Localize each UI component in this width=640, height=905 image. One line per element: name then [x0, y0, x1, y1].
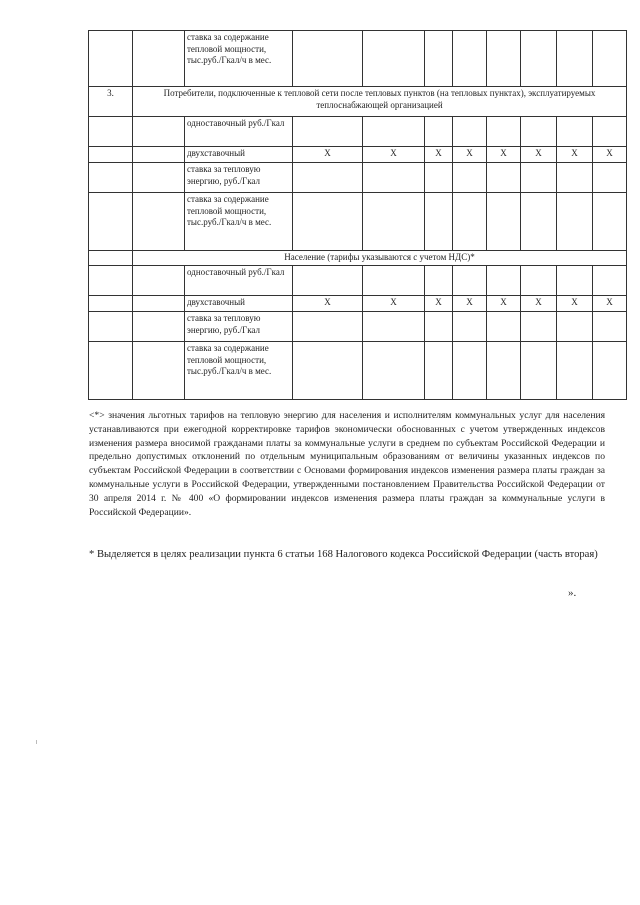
table-row [89, 312, 627, 342]
scan-mark [36, 740, 37, 744]
x-mark: Х [557, 296, 593, 312]
row-label: ставка за содержание тепловой мощности, тыс.руб./Гкал/ч в мес. [185, 342, 293, 400]
row-label: одноставочный руб./Гкал [185, 117, 293, 147]
tariff-table [88, 30, 627, 400]
x-mark: Х [521, 296, 557, 312]
table-row [89, 266, 627, 296]
x-mark: Х [521, 147, 557, 163]
row-label: двухставочный [185, 296, 293, 312]
x-mark: Х [593, 296, 627, 312]
table-row [89, 147, 627, 163]
x-mark: Х [425, 147, 453, 163]
x-mark: Х [425, 296, 453, 312]
x-mark: Х [363, 147, 425, 163]
table-row [89, 342, 627, 400]
row-label: ставка за тепловую энергию, руб./Гкал [185, 163, 293, 193]
section-header-row [89, 251, 627, 266]
row-label: ставка за содержание тепловой мощности, тыс.руб./Гкал/ч в мес. [185, 31, 293, 87]
x-mark: Х [453, 296, 487, 312]
empty-cell [133, 31, 185, 87]
table-row [89, 163, 627, 193]
vat-note: * Выделяется в целях реализации пункта 6 статьи 168 Налогового кодекса Российской Федерации (часть вторая) [89, 549, 598, 560]
x-mark: Х [293, 296, 363, 312]
table-row [89, 31, 627, 87]
table-row [89, 117, 627, 147]
num-cell [89, 31, 133, 87]
row-label: ставка за содержание тепловой мощности, тыс.руб./Гкал/ч в мес. [185, 193, 293, 251]
table-row [89, 193, 627, 251]
section-title: Потребители, подключенные к тепловой сети после тепловых пунктов (на тепловых пунктах), эксплуатируемых теплоснабжающей организацией [133, 87, 627, 117]
x-mark: Х [453, 147, 487, 163]
closing-quote: ». [568, 587, 577, 599]
x-mark: Х [487, 147, 521, 163]
section-header-row [89, 87, 627, 117]
section-number: 3. [89, 87, 133, 117]
footnote-text: <*> значения льготных тарифов на тепловую энергию для населения и исполнителям коммунальных услуг для населения устанавливаются при ежегодной корректировке тарифов экономически обоснованных с учетом утвержденных индексов изменения размера вносимой гражданами платы за коммунальные услуги в среднем по субъектам Российской Федерации и предельно допустимых отклонений по отдельным муниципальным образованиям от величины указанных индексов по субъектам Российской Федерации в соответствии с Основами формирования индексов изменения размера платы граждан за коммунальные услуги в Российской Федерации, утвержденными постановлением Правительства Российской Федерации от 30 апреля 2014 г. № 400 «О формировании индексов изменения размера платы граждан за коммунальные услуги в Российской Федерации». [89, 410, 605, 518]
row-label: двухставочный [185, 147, 293, 163]
x-mark: Х [363, 296, 425, 312]
x-mark: Х [557, 147, 593, 163]
row-label: одноставочный руб./Гкал [185, 266, 293, 296]
row-label: ставка за тепловую энергию, руб./Гкал [185, 312, 293, 342]
x-mark: Х [293, 147, 363, 163]
table-row [89, 296, 627, 312]
x-mark: Х [593, 147, 627, 163]
section-title: Население (тарифы указываются с учетом НДС)* [133, 251, 627, 266]
x-mark: Х [487, 296, 521, 312]
